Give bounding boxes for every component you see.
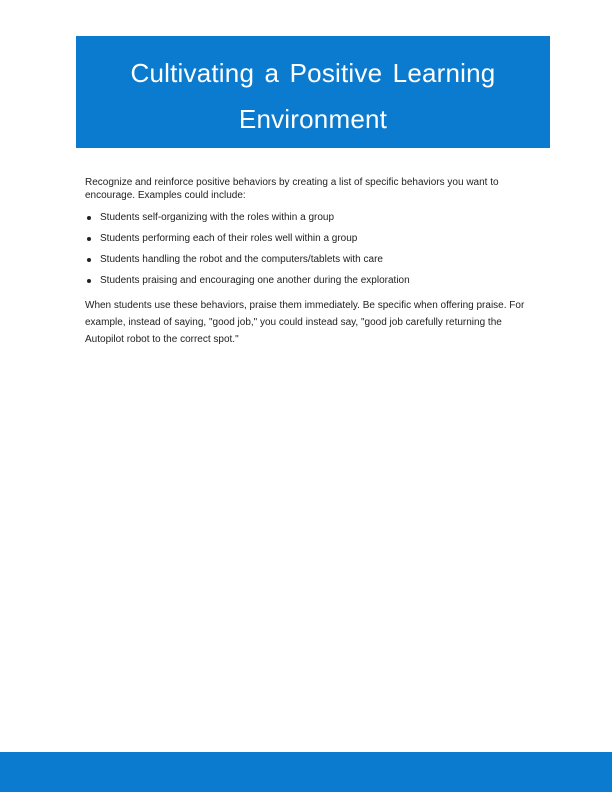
bullet-icon <box>87 216 91 220</box>
title-banner <box>76 36 550 148</box>
list-item <box>85 211 535 232</box>
bullet-icon <box>87 279 91 283</box>
intro-paragraph: Recognize and reinforce positive behaviors by creating a list of specific behaviors you want to encourage. Examples could include: <box>85 177 499 201</box>
page-title-line-1: Cultivating a Positive Learning <box>130 58 496 88</box>
closing-paragraph: When students use these behaviors, praise them immediately. Be specific when offering praise. For example, instead of saying, "good job," you could instead say, "good job carefully returning the Autopilot robot to the correct spot." <box>85 300 525 345</box>
behavior-list <box>85 211 535 295</box>
bullet-icon <box>87 258 91 262</box>
list-item-text: Students self-organizing with the roles within a group <box>100 212 335 223</box>
list-item <box>85 232 535 253</box>
list-item-text: Students praising and encouraging one another during the exploration <box>100 275 410 286</box>
page-title-line-2: Environment <box>238 104 388 134</box>
bullet-icon <box>87 237 91 241</box>
content-section <box>85 176 535 348</box>
list-item-text: Students performing each of their roles well within a group <box>100 233 358 244</box>
list-item <box>85 274 535 295</box>
footer-bar <box>0 752 612 792</box>
list-item <box>85 253 535 274</box>
list-item-text: Students handling the robot and the computers/tablets with care <box>100 254 383 265</box>
